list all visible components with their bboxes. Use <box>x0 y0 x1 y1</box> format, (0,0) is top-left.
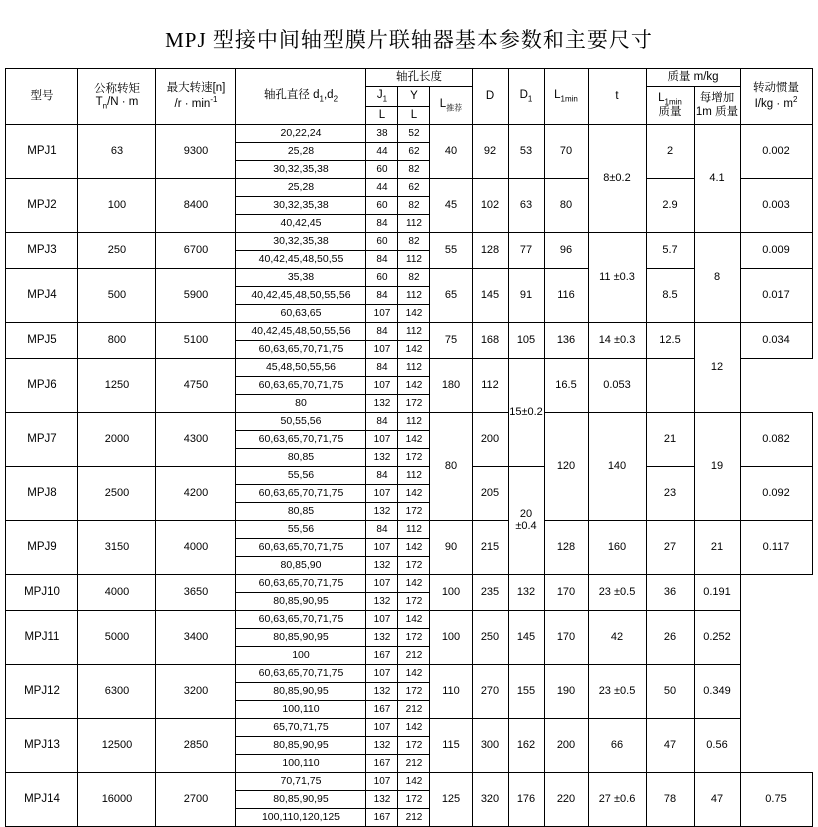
cell-J1-length: 132 <box>366 682 398 700</box>
cell-mass-l1min: 66 <box>588 718 646 772</box>
cell-bore-diameter: 45,48,50,55,56 <box>236 358 366 376</box>
cell-mass-per-meter: 47 <box>694 772 740 826</box>
cell-Y-length: 172 <box>398 448 430 466</box>
table-row <box>6 574 812 592</box>
cell-J1-length: 107 <box>366 376 398 394</box>
cell-J1-length: 44 <box>366 178 398 196</box>
cell-D: 92 <box>472 124 508 178</box>
cell-Y-length: 82 <box>398 232 430 250</box>
cell-Y-length: 112 <box>398 412 430 430</box>
cell-L-recommended: 80 <box>430 412 472 520</box>
cell-D: 250 <box>472 610 508 664</box>
cell-Y-length: 172 <box>398 628 430 646</box>
cell-D1: 53 <box>508 124 544 178</box>
cell-speed: 9300 <box>156 124 236 178</box>
cell-t: 20 ±0.4 <box>508 466 544 574</box>
cell-D1: 162 <box>508 718 544 772</box>
cell-J1-length: 132 <box>366 556 398 574</box>
cell-L-recommended: 65 <box>430 268 472 322</box>
cell-bore-diameter: 50,55,56 <box>236 412 366 430</box>
cell-L1min: 136 <box>544 322 588 358</box>
cell-J1-length: 60 <box>366 268 398 286</box>
cell-torque: 12500 <box>78 718 156 772</box>
cell-J1-length: 107 <box>366 664 398 682</box>
cell-bore-diameter: 60,63,65 <box>236 304 366 322</box>
cell-J1-length: 132 <box>366 502 398 520</box>
cell-L-recommended: 90 <box>430 520 472 574</box>
cell-inertia: 0.092 <box>740 466 812 520</box>
cell-mass-per-meter: 19 <box>694 412 740 520</box>
cell-J1-length: 132 <box>366 448 398 466</box>
cell-mass-l1min: 12.5 <box>646 322 694 358</box>
cell-J1-length: 60 <box>366 232 398 250</box>
cell-t: 23 ±0.5 <box>588 664 646 718</box>
cell-inertia: 0.003 <box>740 178 812 232</box>
cell-D1: 132 <box>508 574 544 610</box>
cell-mass-l1min: 50 <box>646 664 694 718</box>
cell-bore-diameter: 60,63,65,70,71,75 <box>236 610 366 628</box>
col-torque-line1: 公称转矩 <box>93 82 140 95</box>
cell-D1: 128 <box>544 520 588 574</box>
cell-bore-diameter: 60,63,65,70,71,75 <box>236 664 366 682</box>
cell-L-recommended: 75 <box>430 322 472 358</box>
cell-inertia: 0.002 <box>740 124 812 178</box>
cell-torque: 2000 <box>78 412 156 466</box>
cell-Y-length: 112 <box>398 520 430 538</box>
cell-model: MPJ11 <box>6 610 78 664</box>
cell-D: 205 <box>472 466 508 520</box>
cell-D1: 120 <box>544 412 588 520</box>
cell-Y-length: 142 <box>398 610 430 628</box>
col-bore-length-group: 轴孔长度 <box>366 69 472 87</box>
cell-Y-length: 212 <box>398 808 430 826</box>
cell-inertia: 0.009 <box>740 232 812 268</box>
col-inertia: 转动惯量 $I/kg \cdot m^2$ <box>740 69 812 125</box>
cell-L-recommended: 55 <box>430 232 472 268</box>
col-speed <box>156 69 236 125</box>
cell-bore-diameter: 55,56 <box>236 520 366 538</box>
cell-model: MPJ7 <box>6 412 78 466</box>
cell-L-recommended: 40 <box>430 124 472 178</box>
cell-model: MPJ1 <box>6 124 78 178</box>
cell-bore-diameter: 80,85,90,95 <box>236 592 366 610</box>
cell-torque: 2500 <box>78 466 156 520</box>
cell-bore-diameter: 80,85,90,95 <box>236 790 366 808</box>
cell-inertia: 0.082 <box>740 412 812 466</box>
cell-speed: 6700 <box>156 232 236 268</box>
cell-bore-diameter: 30,32,35,38 <box>236 160 366 178</box>
cell-L1min: 190 <box>544 664 588 718</box>
col-model: 型号 <box>6 69 78 125</box>
cell-speed: 8400 <box>156 178 236 232</box>
cell-inertia: 0.75 <box>740 772 812 826</box>
cell-speed: 2700 <box>156 772 236 826</box>
cell-torque: 3150 <box>78 520 156 574</box>
specification-table <box>5 68 812 827</box>
table-row <box>6 718 812 736</box>
cell-Y-length: 172 <box>398 790 430 808</box>
cell-Y-length: 62 <box>398 178 430 196</box>
cell-model: MPJ13 <box>6 718 78 772</box>
cell-model: MPJ12 <box>6 664 78 718</box>
cell-L1min: 140 <box>588 412 646 520</box>
cell-mass-l1min: 16.5 <box>544 358 588 412</box>
cell-model: MPJ14 <box>6 772 78 826</box>
cell-mass-l1min: 78 <box>646 772 694 826</box>
cell-mass-l1min: 27 <box>646 520 694 574</box>
col-Y: Y <box>398 87 430 106</box>
cell-torque: 6300 <box>78 664 156 718</box>
col-L1min: $L_{1min}$ <box>544 69 588 125</box>
cell-bore-diameter: 20,22,24 <box>236 124 366 142</box>
cell-D: 102 <box>472 178 508 232</box>
cell-Y-length: 112 <box>398 286 430 304</box>
cell-torque: 250 <box>78 232 156 268</box>
cell-D1: 112 <box>472 358 508 412</box>
cell-Y-length: 142 <box>398 772 430 790</box>
cell-model: MPJ3 <box>6 232 78 268</box>
cell-J1-length: 38 <box>366 124 398 142</box>
cell-speed: 4200 <box>156 466 236 520</box>
cell-L1min: 170 <box>544 574 588 610</box>
cell-L-recommended: 45 <box>430 178 472 232</box>
cell-speed: 4300 <box>156 412 236 466</box>
cell-bore-diameter: 40,42,45,48,50,55,56 <box>236 286 366 304</box>
cell-bore-diameter: 80,85,90,95 <box>236 736 366 754</box>
cell-J1-length: 107 <box>366 430 398 448</box>
col-mass-group: 质量 m/kg <box>646 69 740 87</box>
cell-J1-length: 60 <box>366 160 398 178</box>
cell-D1: 63 <box>508 178 544 232</box>
cell-Y-length: 142 <box>398 304 430 322</box>
cell-t: 23 ±0.5 <box>588 574 646 610</box>
table-row <box>6 610 812 628</box>
cell-L-recommended: 100 <box>430 574 472 610</box>
col-torque <box>78 69 156 125</box>
cell-J1-length: 107 <box>366 772 398 790</box>
cell-Y-length: 82 <box>398 268 430 286</box>
cell-D: 215 <box>472 520 508 574</box>
cell-J1-length: 107 <box>366 304 398 322</box>
col-torque-line2: $T_n/N \cdot m$ <box>95 95 139 111</box>
cell-L-recommended: 125 <box>430 772 472 826</box>
cell-J1-length: 132 <box>366 736 398 754</box>
cell-torque: 1250 <box>78 358 156 412</box>
cell-mass-per-meter: 12 <box>694 322 740 412</box>
cell-D1: 176 <box>508 772 544 826</box>
table-row <box>6 520 812 538</box>
cell-inertia: 0.56 <box>694 718 740 772</box>
cell-Y-length: 142 <box>398 376 430 394</box>
table-row <box>6 466 812 484</box>
cell-J1-length: 132 <box>366 790 398 808</box>
cell-L-recommended: 110 <box>430 664 472 718</box>
cell-mass-per-meter: 4.1 <box>694 124 740 232</box>
cell-Y-length: 172 <box>398 736 430 754</box>
cell-inertia: 0.034 <box>740 322 812 358</box>
cell-Y-length: 172 <box>398 394 430 412</box>
cell-Y-length: 142 <box>398 340 430 358</box>
cell-D: 200 <box>472 412 508 466</box>
cell-bore-diameter: 60,63,65,70,71,75 <box>236 538 366 556</box>
cell-Y-length: 62 <box>398 142 430 160</box>
cell-mass-per-meter: 47 <box>646 718 694 772</box>
cell-D: 320 <box>472 772 508 826</box>
cell-inertia: 0.017 <box>740 268 812 322</box>
cell-model: MPJ8 <box>6 466 78 520</box>
cell-inertia: 0.053 <box>588 358 646 412</box>
cell-bore-diameter: 80,85,90,95 <box>236 628 366 646</box>
page-title: MPJ 型接中间轴型膜片联轴器基本参数和主要尺寸 <box>165 28 653 52</box>
cell-D1: 77 <box>508 232 544 268</box>
cell-J1-length: 132 <box>366 592 398 610</box>
cell-D1: 105 <box>508 322 544 358</box>
cell-bore-diameter: 100,110,120,125 <box>236 808 366 826</box>
cell-bore-diameter: 60,63,65,70,71,75 <box>236 376 366 394</box>
cell-Y-length: 112 <box>398 358 430 376</box>
cell-bore-diameter: 35,38 <box>236 268 366 286</box>
cell-J1-length: 84 <box>366 322 398 340</box>
cell-J1-length: 107 <box>366 610 398 628</box>
col-D: D <box>472 69 508 125</box>
cell-Y-length: 82 <box>398 160 430 178</box>
cell-bore-diameter: 60,63,65,70,71,75 <box>236 484 366 502</box>
cell-Y-length: 212 <box>398 754 430 772</box>
cell-L1min: 116 <box>544 268 588 322</box>
cell-bore-diameter: 100,110 <box>236 700 366 718</box>
cell-t: 11 ±0.3 <box>588 232 646 322</box>
cell-J1-length: 84 <box>366 466 398 484</box>
cell-inertia: 0.191 <box>694 574 740 610</box>
cell-torque: 63 <box>78 124 156 178</box>
cell-Y-length: 112 <box>398 250 430 268</box>
cell-mass-l1min: 8.5 <box>646 268 694 322</box>
table-row <box>6 664 812 682</box>
cell-L1min: 170 <box>544 610 588 664</box>
cell-bore-diameter: 80,85 <box>236 448 366 466</box>
table-row <box>6 178 812 196</box>
cell-bore-diameter: 40,42,45,48,50,55 <box>236 250 366 268</box>
cell-L-recommended: 115 <box>430 718 472 772</box>
col-bore-diameter: 轴孔直径 $d_1,d_2$ <box>236 69 366 125</box>
cell-mass-l1min: 36 <box>646 574 694 610</box>
cell-J1-length: 107 <box>366 484 398 502</box>
cell-D: 168 <box>472 322 508 358</box>
cell-J1-length: 132 <box>366 628 398 646</box>
cell-J1-length: 107 <box>366 718 398 736</box>
cell-torque: 4000 <box>78 574 156 610</box>
cell-bore-diameter: 25,28 <box>236 178 366 196</box>
cell-inertia: 0.252 <box>694 610 740 664</box>
cell-L-recommended: 100 <box>430 610 472 664</box>
cell-J1-length: 84 <box>366 214 398 232</box>
cell-bore-diameter: 40,42,45,48,50,55,56 <box>236 322 366 340</box>
cell-D1: 145 <box>508 610 544 664</box>
table-row <box>6 412 812 430</box>
cell-Y-length: 112 <box>398 322 430 340</box>
cell-L1min: 96 <box>544 232 588 268</box>
cell-inertia: 0.117 <box>740 520 812 574</box>
cell-Y-length: 142 <box>398 664 430 682</box>
cell-J1-length: 107 <box>366 574 398 592</box>
cell-mass-per-meter: 26 <box>646 610 694 664</box>
cell-Y-length: 142 <box>398 430 430 448</box>
col-J1: $J_1$ <box>366 87 398 106</box>
cell-bore-diameter: 60,63,65,70,71,75 <box>236 340 366 358</box>
cell-speed: 2850 <box>156 718 236 772</box>
cell-J1-length: 60 <box>366 196 398 214</box>
cell-J1-length: 167 <box>366 754 398 772</box>
cell-model: MPJ4 <box>6 268 78 322</box>
cell-model: MPJ5 <box>6 322 78 358</box>
table-row <box>6 124 812 142</box>
cell-bore-diameter: 80,85,90,95 <box>236 682 366 700</box>
cell-Y-length: 112 <box>398 214 430 232</box>
col-mass-per-meter: 每增加 1m 质量 <box>694 87 740 125</box>
cell-Y-length: 172 <box>398 682 430 700</box>
table-row <box>6 772 812 790</box>
col-mass-l1min: $L_{1min}$ 质量 <box>646 87 694 125</box>
cell-J1-length: 84 <box>366 412 398 430</box>
cell-torque: 500 <box>78 268 156 322</box>
cell-Y-length: 172 <box>398 502 430 520</box>
cell-speed: 4750 <box>156 358 236 412</box>
table-row <box>6 322 812 340</box>
cell-Y-length: 82 <box>398 196 430 214</box>
cell-bore-diameter: 60,63,65,70,71,75 <box>236 574 366 592</box>
col-speed-line1: 最大转速[n] <box>166 81 226 94</box>
cell-Y-length: 52 <box>398 124 430 142</box>
col-t: t <box>588 69 646 125</box>
cell-mass-l1min: 21 <box>646 412 694 466</box>
cell-bore-diameter: 30,32,35,38 <box>236 196 366 214</box>
cell-bore-diameter: 30,32,35,38 <box>236 232 366 250</box>
cell-bore-diameter: 60,63,65,70,71,75 <box>236 430 366 448</box>
cell-D: 235 <box>472 574 508 610</box>
cell-mass-l1min: 42 <box>588 610 646 664</box>
table-row <box>6 358 812 376</box>
cell-bore-diameter: 70,71,75 <box>236 772 366 790</box>
cell-mass-l1min: 2 <box>646 124 694 178</box>
cell-inertia: 0.349 <box>694 664 740 718</box>
table-row <box>6 268 812 286</box>
cell-Y-length: 172 <box>398 556 430 574</box>
cell-Y-length: 212 <box>398 646 430 664</box>
cell-J1-length: 84 <box>366 286 398 304</box>
cell-speed: 4000 <box>156 520 236 574</box>
cell-bore-diameter: 100,110 <box>236 754 366 772</box>
cell-torque: 16000 <box>78 772 156 826</box>
table-body <box>6 124 812 826</box>
table-header <box>6 69 812 125</box>
cell-D: 180 <box>430 358 472 412</box>
col-D1: $D_1$ <box>508 69 544 125</box>
cell-model: MPJ2 <box>6 178 78 232</box>
cell-J1-length: 84 <box>366 250 398 268</box>
cell-L1min: 70 <box>544 124 588 178</box>
cell-Y-length: 142 <box>398 574 430 592</box>
table-row <box>6 232 812 250</box>
cell-Y-length: 172 <box>398 592 430 610</box>
cell-model: MPJ6 <box>6 358 78 412</box>
cell-bore-diameter: 80,85,90 <box>236 556 366 574</box>
cell-J1-length: 107 <box>366 538 398 556</box>
cell-bore-diameter: 65,70,71,75 <box>236 718 366 736</box>
cell-Y-length: 142 <box>398 484 430 502</box>
cell-torque: 800 <box>78 322 156 358</box>
cell-L1min: 160 <box>588 520 646 574</box>
cell-mass-l1min: 5.7 <box>646 232 694 268</box>
cell-L1min: 80 <box>544 178 588 232</box>
cell-L1min: 220 <box>544 772 588 826</box>
cell-bore-diameter: 25,28 <box>236 142 366 160</box>
col-J1-L: L <box>366 106 398 124</box>
cell-bore-diameter: 80,85 <box>236 502 366 520</box>
cell-Y-length: 142 <box>398 718 430 736</box>
cell-bore-diameter: 100 <box>236 646 366 664</box>
cell-J1-length: 84 <box>366 520 398 538</box>
cell-t: 15±0.2 <box>508 358 544 466</box>
cell-J1-length: 84 <box>366 358 398 376</box>
cell-mass-l1min: 2.9 <box>646 178 694 232</box>
cell-mass-l1min: 23 <box>646 466 694 520</box>
cell-bore-diameter: 40,42,45 <box>236 214 366 232</box>
cell-J1-length: 167 <box>366 700 398 718</box>
cell-Y-length: 112 <box>398 466 430 484</box>
cell-D: 145 <box>472 268 508 322</box>
cell-J1-length: 132 <box>366 394 398 412</box>
cell-t: 8±0.2 <box>588 124 646 232</box>
col-speed-line2: $/r \cdot \min^{-1}$ <box>174 95 218 110</box>
cell-Y-length: 212 <box>398 700 430 718</box>
cell-speed: 3400 <box>156 610 236 664</box>
cell-J1-length: 107 <box>366 340 398 358</box>
cell-mass-per-meter: 21 <box>694 520 740 574</box>
col-L-recommended: $L_{推荐}$ <box>430 87 472 125</box>
col-Y-L: L <box>398 106 430 124</box>
cell-torque: 5000 <box>78 610 156 664</box>
cell-model: MPJ10 <box>6 574 78 610</box>
cell-mass-per-meter: 8 <box>694 232 740 322</box>
cell-L1min: 200 <box>544 718 588 772</box>
cell-speed: 3650 <box>156 574 236 610</box>
cell-Y-length: 142 <box>398 538 430 556</box>
cell-torque: 100 <box>78 178 156 232</box>
cell-t: 14 ±0.3 <box>588 322 646 358</box>
cell-D: 128 <box>472 232 508 268</box>
cell-t: 27 ±0.6 <box>588 772 646 826</box>
cell-model: MPJ9 <box>6 520 78 574</box>
cell-speed: 5900 <box>156 268 236 322</box>
cell-bore-diameter: 80 <box>236 394 366 412</box>
cell-J1-length: 167 <box>366 646 398 664</box>
cell-J1-length: 44 <box>366 142 398 160</box>
cell-D1: 155 <box>508 664 544 718</box>
cell-D1: 91 <box>508 268 544 322</box>
cell-D: 300 <box>472 718 508 772</box>
cell-bore-diameter: 55,56 <box>236 466 366 484</box>
cell-D: 270 <box>472 664 508 718</box>
cell-speed: 5100 <box>156 322 236 358</box>
cell-J1-length: 167 <box>366 808 398 826</box>
cell-speed: 3200 <box>156 664 236 718</box>
